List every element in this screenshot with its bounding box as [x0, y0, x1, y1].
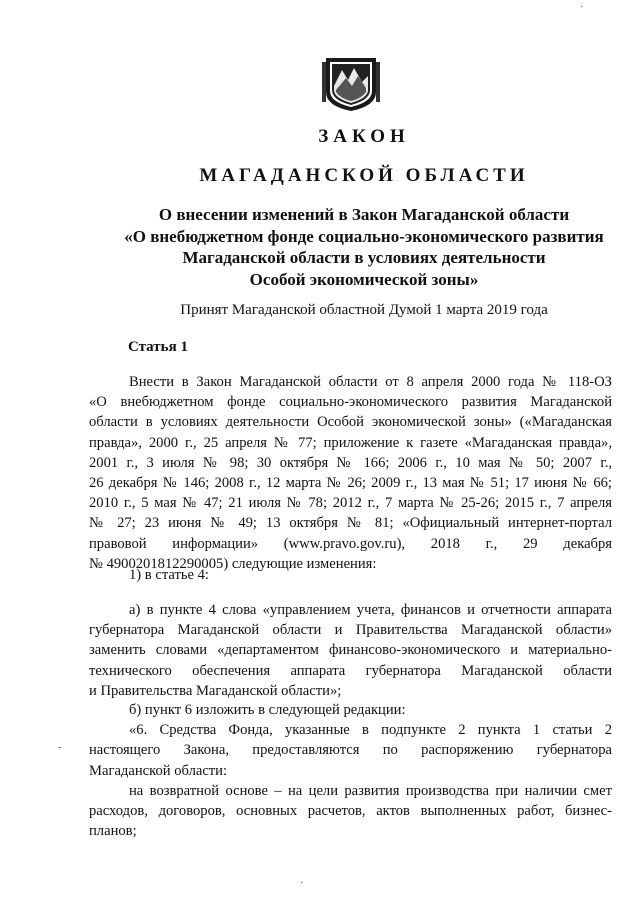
scan-mark: · — [300, 878, 304, 889]
item-line: настоящего Закона, предоставляются по распоряжению губернатора — [89, 742, 612, 759]
paragraph-line: правда», 2000 г., 25 апреля № 77; приложение к газете «Магаданская правда», — [89, 434, 612, 451]
paragraph-line: Внести в Закон Магаданской области от 8 апреля 2000 года № 118-ОЗ — [129, 374, 612, 390]
item-line: технического обеспечения аппарата губернатора Магаданской области — [89, 662, 612, 679]
item-line: планов; — [89, 823, 137, 840]
region-title: МАГАДАНСКОЙ ОБЛАСТИ — [199, 165, 529, 186]
item-line: заменить словами «департаментом финансово-экономического и материально- — [89, 642, 612, 659]
item-line: б) пункт 6 изложить в следующей редакции: — [129, 702, 406, 718]
item-line: и Правительства Магаданской области»; — [89, 682, 342, 699]
paragraph-line: 2010 г., 5 мая № 47; 21 июля № 78; 2012 г., 7 марта № 25-26; 2015 г., 7 апреля — [89, 495, 612, 512]
heading-line: «О внебюджетном фонде социально-экономического развития — [124, 226, 604, 246]
coat-of-arms-icon — [322, 56, 380, 112]
paragraph-line: области в условиях деятельности Особой экономической зоны» («Магаданская — [89, 414, 612, 431]
item-line: Магаданской области: — [89, 762, 228, 779]
adoption-note: Принят Магаданской областной Думой 1 марта 2019 года — [180, 302, 548, 318]
item-line: на возвратной основе – на цели развития производства при наличии смет — [129, 782, 612, 799]
paragraph-line: 2001 г., 3 июля № 98; 30 октября № 166; 2006 г., 10 мая № 50; 2007 г., — [89, 454, 612, 471]
item-line: а) в пункте 4 слова «управлением учета, финансов и отчетности аппарата — [129, 602, 612, 618]
heading-line: Магаданской области в условиях деятельности — [182, 248, 546, 267]
scan-mark: - — [58, 742, 62, 753]
subitem-b — [89, 700, 612, 841]
item-line: расходов, договоров, основных расчетов, актов выполненных работ, бизнес- — [89, 802, 612, 819]
paragraph-line: № 4900201812290005) следующие изменения: — [89, 555, 377, 572]
paragraph-line: № 27; 23 июня № 49; 13 октября № 81; «Официальный интернет-портал — [89, 515, 612, 532]
article-paragraph — [89, 372, 612, 574]
scan-mark: · — [580, 2, 584, 13]
heading-line: О внесении изменений в Закон Магаданской области — [158, 205, 570, 224]
paragraph-line: правовой информации» (www.pravo.gov.ru), 2018 г., 29 декабря — [89, 535, 612, 552]
item-line: «6. Средства Фонда, указанные в подпункте 2 пункта 1 статьи 2 — [129, 722, 612, 739]
law-title: ЗАКОН — [318, 126, 410, 147]
paragraph-line: «О внебюджетном фонде социально-экономического развития Магаданской — [89, 394, 612, 411]
law-heading — [88, 204, 640, 290]
subitem-a — [89, 600, 612, 701]
article-label: Статья 1 — [128, 339, 188, 355]
paragraph-line: 26 декабря № 146; 2008 г., 12 марта № 26; 2009 г., 13 мая № 51; 17 июня № 66; — [89, 474, 612, 491]
item-line: губернатора Магаданской области и Правительства Магаданской области» — [89, 622, 612, 639]
heading-line: Особой экономической зоны» — [249, 269, 479, 289]
item-1 — [89, 565, 612, 585]
item-line: 1) в статье 4: — [129, 567, 209, 583]
